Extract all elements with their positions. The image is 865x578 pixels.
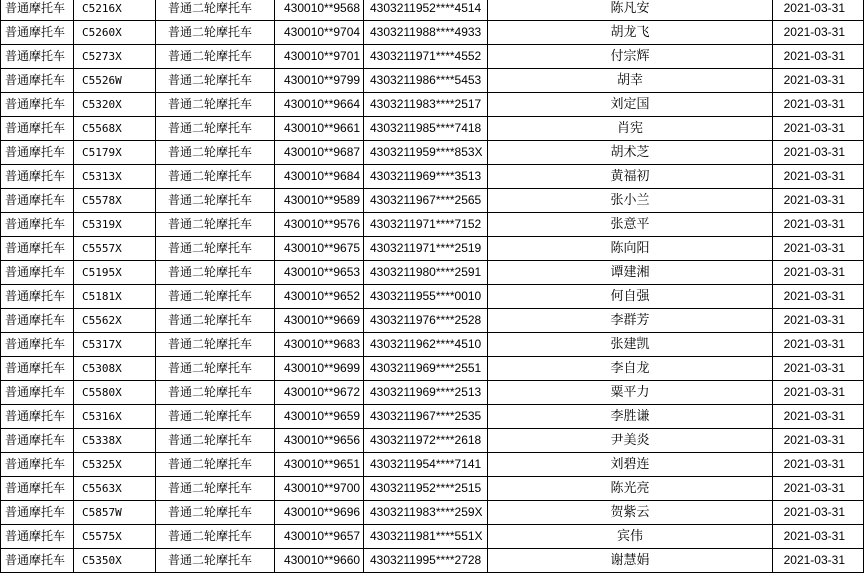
id-number-cell: 4303211976****2528 bbox=[364, 309, 488, 333]
table-row bbox=[1, 0, 864, 21]
vehicle-type-cell: 普通二轮摩托车 bbox=[156, 405, 275, 429]
id-number-cell: 4303211980****2591 bbox=[364, 261, 488, 285]
name-cell: 黄福初 bbox=[488, 165, 773, 189]
plate-cell: C5857W bbox=[74, 501, 156, 525]
name-cell: 李胜谦 bbox=[488, 405, 773, 429]
license-type-cell: 普通摩托车 bbox=[1, 165, 74, 189]
license-type-cell: 普通摩托车 bbox=[1, 381, 74, 405]
id-number-cell: 4303211967****2535 bbox=[364, 405, 488, 429]
id-number-cell: 4303211959****853X bbox=[364, 141, 488, 165]
license-type-cell: 普通摩托车 bbox=[1, 429, 74, 453]
date-cell: 2021-03-31 bbox=[773, 69, 864, 93]
date-cell: 2021-03-31 bbox=[773, 501, 864, 525]
date-cell: 2021-03-31 bbox=[773, 429, 864, 453]
date-cell: 2021-03-31 bbox=[773, 357, 864, 381]
license-type-cell: 普通摩托车 bbox=[1, 501, 74, 525]
name-cell: 张建凯 bbox=[488, 333, 773, 357]
id-number-cell: 4303211969****2551 bbox=[364, 357, 488, 381]
plate-cell: C5195X bbox=[74, 261, 156, 285]
table-row bbox=[1, 93, 864, 117]
code-cell: 430010**9704 bbox=[275, 21, 364, 45]
plate-cell: C5216X bbox=[74, 0, 156, 21]
plate-cell: C5338X bbox=[74, 429, 156, 453]
vehicle-type-cell: 普通二轮摩托车 bbox=[156, 93, 275, 117]
name-cell: 张意平 bbox=[488, 213, 773, 237]
vehicle-type-cell: 普通二轮摩托车 bbox=[156, 549, 275, 573]
plate-cell: C5325X bbox=[74, 453, 156, 477]
name-cell: 胡术芝 bbox=[488, 141, 773, 165]
plate-cell: C5557X bbox=[74, 237, 156, 261]
date-cell: 2021-03-31 bbox=[773, 165, 864, 189]
date-cell: 2021-03-31 bbox=[773, 381, 864, 405]
table-row bbox=[1, 525, 864, 549]
vehicle-type-cell: 普通二轮摩托车 bbox=[156, 453, 275, 477]
vehicle-type-cell: 普通二轮摩托车 bbox=[156, 189, 275, 213]
license-type-cell: 普通摩托车 bbox=[1, 309, 74, 333]
vehicle-type-cell: 普通二轮摩托车 bbox=[156, 357, 275, 381]
table-row bbox=[1, 405, 864, 429]
date-cell: 2021-03-31 bbox=[773, 237, 864, 261]
date-cell: 2021-03-31 bbox=[773, 405, 864, 429]
plate-cell: C5562X bbox=[74, 309, 156, 333]
date-cell: 2021-03-31 bbox=[773, 477, 864, 501]
id-number-cell: 4303211971****2519 bbox=[364, 237, 488, 261]
code-cell: 430010**9669 bbox=[275, 309, 364, 333]
code-cell: 430010**9657 bbox=[275, 525, 364, 549]
table-row bbox=[1, 501, 864, 525]
id-number-cell: 4303211971****7152 bbox=[364, 213, 488, 237]
id-number-cell: 4303211954****7141 bbox=[364, 453, 488, 477]
table-row bbox=[1, 213, 864, 237]
name-cell: 谭建湘 bbox=[488, 261, 773, 285]
vehicle-type-cell: 普通二轮摩托车 bbox=[156, 45, 275, 69]
code-cell: 430010**9701 bbox=[275, 45, 364, 69]
license-type-cell: 普通摩托车 bbox=[1, 213, 74, 237]
table-row bbox=[1, 165, 864, 189]
date-cell: 2021-03-31 bbox=[773, 0, 864, 21]
table-row bbox=[1, 429, 864, 453]
name-cell: 贺紫云 bbox=[488, 501, 773, 525]
code-cell: 430010**9661 bbox=[275, 117, 364, 141]
code-cell: 430010**9568 bbox=[275, 0, 364, 21]
date-cell: 2021-03-31 bbox=[773, 285, 864, 309]
name-cell: 付宗辉 bbox=[488, 45, 773, 69]
vehicle-type-cell: 普通二轮摩托车 bbox=[156, 141, 275, 165]
date-cell: 2021-03-31 bbox=[773, 141, 864, 165]
table-row bbox=[1, 453, 864, 477]
license-type-cell: 普通摩托车 bbox=[1, 357, 74, 381]
vehicle-type-cell: 普通二轮摩托车 bbox=[156, 525, 275, 549]
name-cell: 粟平力 bbox=[488, 381, 773, 405]
code-cell: 430010**9659 bbox=[275, 405, 364, 429]
vehicle-type-cell: 普通二轮摩托车 bbox=[156, 237, 275, 261]
id-number-cell: 4303211952****2515 bbox=[364, 477, 488, 501]
code-cell: 430010**9699 bbox=[275, 357, 364, 381]
license-type-cell: 普通摩托车 bbox=[1, 93, 74, 117]
date-cell: 2021-03-31 bbox=[773, 213, 864, 237]
date-cell: 2021-03-31 bbox=[773, 309, 864, 333]
id-number-cell: 4303211983****259X bbox=[364, 501, 488, 525]
table-row bbox=[1, 21, 864, 45]
name-cell: 张小兰 bbox=[488, 189, 773, 213]
vehicle-type-cell: 普通二轮摩托车 bbox=[156, 477, 275, 501]
name-cell: 陈向阳 bbox=[488, 237, 773, 261]
date-cell: 2021-03-31 bbox=[773, 333, 864, 357]
code-cell: 430010**9576 bbox=[275, 213, 364, 237]
plate-cell: C5181X bbox=[74, 285, 156, 309]
vehicle-type-cell: 普通二轮摩托车 bbox=[156, 213, 275, 237]
id-number-cell: 4303211967****2565 bbox=[364, 189, 488, 213]
id-number-cell: 4303211988****4933 bbox=[364, 21, 488, 45]
id-number-cell: 4303211981****551X bbox=[364, 525, 488, 549]
vehicle-type-cell: 普通二轮摩托车 bbox=[156, 381, 275, 405]
id-number-cell: 4303211955****0010 bbox=[364, 285, 488, 309]
date-cell: 2021-03-31 bbox=[773, 21, 864, 45]
license-type-cell: 普通摩托车 bbox=[1, 21, 74, 45]
name-cell: 何自强 bbox=[488, 285, 773, 309]
plate-cell: C5317X bbox=[74, 333, 156, 357]
table-row bbox=[1, 309, 864, 333]
plate-cell: C5578X bbox=[74, 189, 156, 213]
plate-cell: C5580X bbox=[74, 381, 156, 405]
code-cell: 430010**9652 bbox=[275, 285, 364, 309]
name-cell: 刘碧连 bbox=[488, 453, 773, 477]
vehicle-type-cell: 普通二轮摩托车 bbox=[156, 117, 275, 141]
vehicle-type-cell: 普通二轮摩托车 bbox=[156, 69, 275, 93]
id-number-cell: 4303211952****4514 bbox=[364, 0, 488, 21]
date-cell: 2021-03-31 bbox=[773, 453, 864, 477]
date-cell: 2021-03-31 bbox=[773, 117, 864, 141]
license-type-cell: 普通摩托车 bbox=[1, 141, 74, 165]
name-cell: 肖宪 bbox=[488, 117, 773, 141]
id-number-cell: 4303211971****4552 bbox=[364, 45, 488, 69]
code-cell: 430010**9687 bbox=[275, 141, 364, 165]
license-type-cell: 普通摩托车 bbox=[1, 525, 74, 549]
license-type-cell: 普通摩托车 bbox=[1, 285, 74, 309]
name-cell: 胡幸 bbox=[488, 69, 773, 93]
table-row bbox=[1, 381, 864, 405]
table-row bbox=[1, 45, 864, 69]
code-cell: 430010**9651 bbox=[275, 453, 364, 477]
vehicle-type-cell: 普通二轮摩托车 bbox=[156, 333, 275, 357]
table-row bbox=[1, 237, 864, 261]
id-number-cell: 4303211972****2618 bbox=[364, 429, 488, 453]
license-type-cell: 普通摩托车 bbox=[1, 453, 74, 477]
plate-cell: C5568X bbox=[74, 117, 156, 141]
license-type-cell: 普通摩托车 bbox=[1, 549, 74, 573]
code-cell: 430010**9684 bbox=[275, 165, 364, 189]
table-row bbox=[1, 261, 864, 285]
id-number-cell: 4303211969****3513 bbox=[364, 165, 488, 189]
license-type-cell: 普通摩托车 bbox=[1, 189, 74, 213]
code-cell: 430010**9656 bbox=[275, 429, 364, 453]
table-row bbox=[1, 333, 864, 357]
plate-cell: C5563X bbox=[74, 477, 156, 501]
table-row bbox=[1, 117, 864, 141]
date-cell: 2021-03-31 bbox=[773, 549, 864, 573]
id-number-cell: 4303211983****2517 bbox=[364, 93, 488, 117]
id-number-cell: 4303211985****7418 bbox=[364, 117, 488, 141]
code-cell: 430010**9675 bbox=[275, 237, 364, 261]
license-type-cell: 普通摩托车 bbox=[1, 0, 74, 21]
code-cell: 430010**9664 bbox=[275, 93, 364, 117]
plate-cell: C5308X bbox=[74, 357, 156, 381]
date-cell: 2021-03-31 bbox=[773, 45, 864, 69]
id-number-cell: 4303211995****2728 bbox=[364, 549, 488, 573]
vehicle-type-cell: 普通二轮摩托车 bbox=[156, 285, 275, 309]
plate-cell: C5260X bbox=[74, 21, 156, 45]
name-cell: 李群芳 bbox=[488, 309, 773, 333]
name-cell: 谢慧娟 bbox=[488, 549, 773, 573]
name-cell: 宾伟 bbox=[488, 525, 773, 549]
license-type-cell: 普通摩托车 bbox=[1, 261, 74, 285]
code-cell: 430010**9660 bbox=[275, 549, 364, 573]
id-number-cell: 4303211986****5453 bbox=[364, 69, 488, 93]
vehicle-type-cell: 普通二轮摩托车 bbox=[156, 501, 275, 525]
date-cell: 2021-03-31 bbox=[773, 525, 864, 549]
table-body bbox=[1, 0, 864, 573]
plate-cell: C5313X bbox=[74, 165, 156, 189]
name-cell: 胡龙飞 bbox=[488, 21, 773, 45]
license-type-cell: 普通摩托车 bbox=[1, 333, 74, 357]
date-cell: 2021-03-31 bbox=[773, 261, 864, 285]
name-cell: 陈光亮 bbox=[488, 477, 773, 501]
plate-cell: C5316X bbox=[74, 405, 156, 429]
code-cell: 430010**9653 bbox=[275, 261, 364, 285]
plate-cell: C5575X bbox=[74, 525, 156, 549]
date-cell: 2021-03-31 bbox=[773, 93, 864, 117]
plate-cell: C5319X bbox=[74, 213, 156, 237]
table-row bbox=[1, 285, 864, 309]
table-row bbox=[1, 69, 864, 93]
code-cell: 430010**9696 bbox=[275, 501, 364, 525]
id-number-cell: 4303211962****4510 bbox=[364, 333, 488, 357]
table-row bbox=[1, 141, 864, 165]
plate-cell: C5179X bbox=[74, 141, 156, 165]
code-cell: 430010**9799 bbox=[275, 69, 364, 93]
name-cell: 陈凡安 bbox=[488, 0, 773, 21]
vehicle-type-cell: 普通二轮摩托车 bbox=[156, 429, 275, 453]
table-row bbox=[1, 549, 864, 573]
license-type-cell: 普通摩托车 bbox=[1, 477, 74, 501]
vehicle-type-cell: 普通二轮摩托车 bbox=[156, 21, 275, 45]
vehicle-type-cell: 普通二轮摩托车 bbox=[156, 309, 275, 333]
plate-cell: C5350X bbox=[74, 549, 156, 573]
name-cell: 刘定国 bbox=[488, 93, 773, 117]
id-number-cell: 4303211969****2513 bbox=[364, 381, 488, 405]
name-cell: 李自龙 bbox=[488, 357, 773, 381]
license-type-cell: 普通摩托车 bbox=[1, 45, 74, 69]
code-cell: 430010**9683 bbox=[275, 333, 364, 357]
code-cell: 430010**9589 bbox=[275, 189, 364, 213]
plate-cell: C5320X bbox=[74, 93, 156, 117]
table-row bbox=[1, 189, 864, 213]
table-row bbox=[1, 357, 864, 381]
plate-cell: C5273X bbox=[74, 45, 156, 69]
plate-cell: C5526W bbox=[74, 69, 156, 93]
license-type-cell: 普通摩托车 bbox=[1, 237, 74, 261]
vehicle-type-cell: 普通二轮摩托车 bbox=[156, 261, 275, 285]
vehicle-type-cell: 普通二轮摩托车 bbox=[156, 165, 275, 189]
name-cell: 尹美炎 bbox=[488, 429, 773, 453]
vehicle-type-cell: 普通二轮摩托车 bbox=[156, 0, 275, 21]
license-type-cell: 普通摩托车 bbox=[1, 117, 74, 141]
date-cell: 2021-03-31 bbox=[773, 189, 864, 213]
code-cell: 430010**9672 bbox=[275, 381, 364, 405]
table-row bbox=[1, 477, 864, 501]
license-type-cell: 普通摩托车 bbox=[1, 405, 74, 429]
license-type-cell: 普通摩托车 bbox=[1, 69, 74, 93]
code-cell: 430010**9700 bbox=[275, 477, 364, 501]
